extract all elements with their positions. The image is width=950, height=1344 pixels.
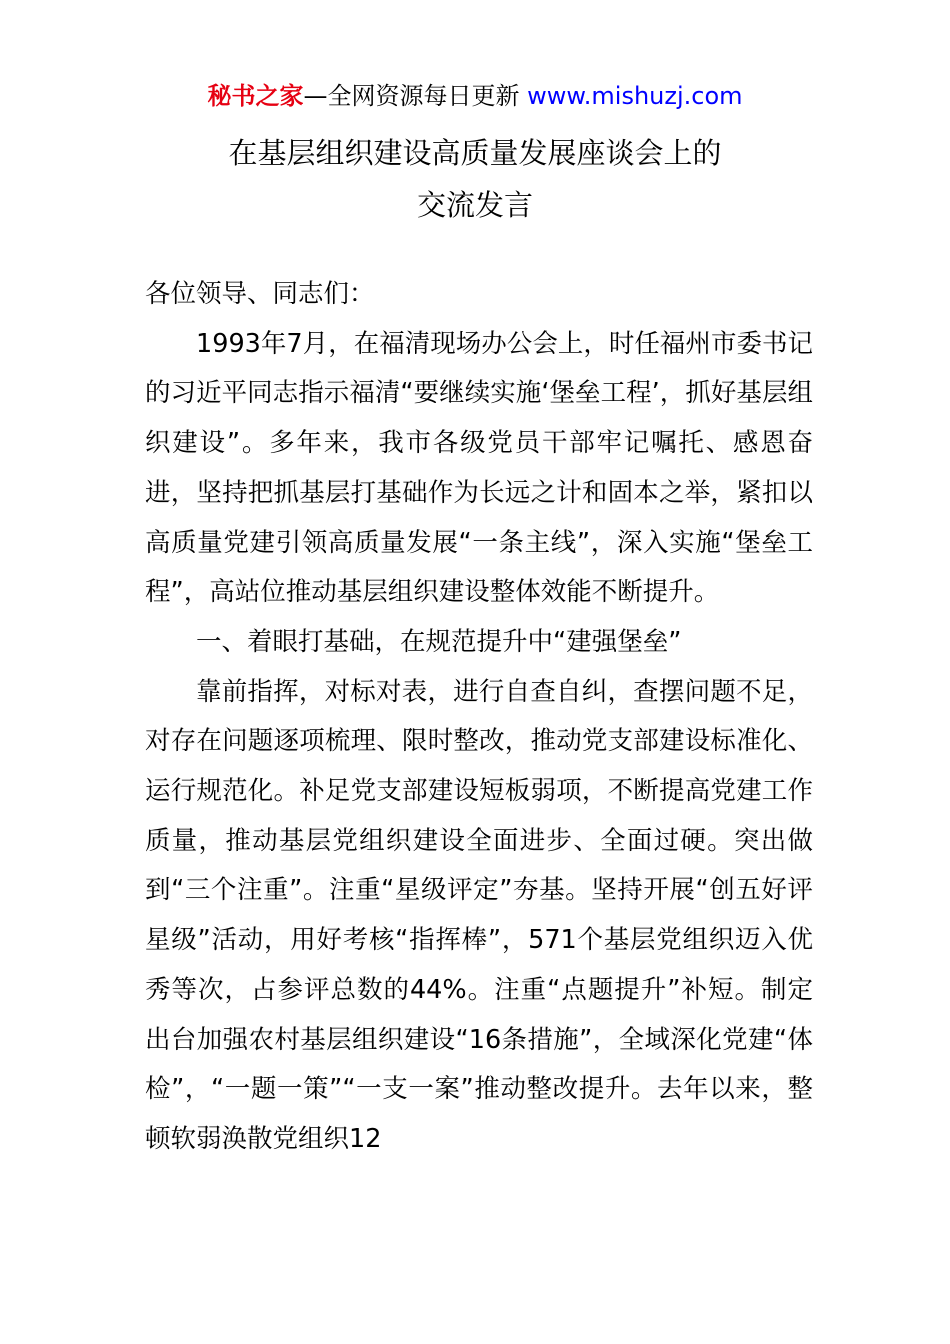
site-header — [0, 80, 950, 112]
document-title — [0, 127, 950, 231]
document-body — [145, 270, 813, 1165]
paragraph-section-1: 靠前指挥，对标对表，进行自查自纠，查摆问题不足，对存在问题逐项梳理、限时整改，推动党支部建设标准化、运行规范化。补足党支部建设短板弱项，不断提高党建工作质量，推动基层党组织建设全面进步、全面过硬。突出做到“三个注重”。注重“星级评定”夯基。坚持开展“创五好评星级”活动，用好考核“指挥棒”，571个基层党组织迈入优秀等次，占参评总数的44%。注重“点题提升”补短。制定出台加强农村基层组织建设“16条措施”，全域深化党建“体检”，“一题一策”“一支一案”推动整改提升。去年以来，整顿软弱涣散党组织12 — [145, 676, 813, 1154]
site-link[interactable]: www.mishuzj.com — [527, 82, 743, 110]
header-tagline: —全网资源每日更新 — [303, 82, 520, 110]
paragraph-intro: 1993年7月，在福清现场办公会上，时任福州市委书记的习近平同志指示福清“要继续实施‘堡垒工程’，抓好基层组织建设”。多年来，我市各级党员干部牢记嘱托、感恩奋进，坚持把抓基层打基础作为长远之计和固本之举，紧扣以高质量党建引领高质量发展“一条主线”，深入实施“堡垒工程”，高站位推动基层组织建设整体效能不断提升。 — [145, 328, 813, 608]
title-line-1: 在基层组织建设高质量发展座谈会上的 — [228, 136, 722, 170]
title-line-2: 交流发言 — [416, 188, 533, 222]
section-heading-1: 一、着眼打基础，在规范提升中“建强堡垒” — [196, 626, 682, 657]
salutation: 各位领导、同志们： — [145, 279, 375, 309]
brand-name: 秘书之家 — [207, 82, 304, 110]
